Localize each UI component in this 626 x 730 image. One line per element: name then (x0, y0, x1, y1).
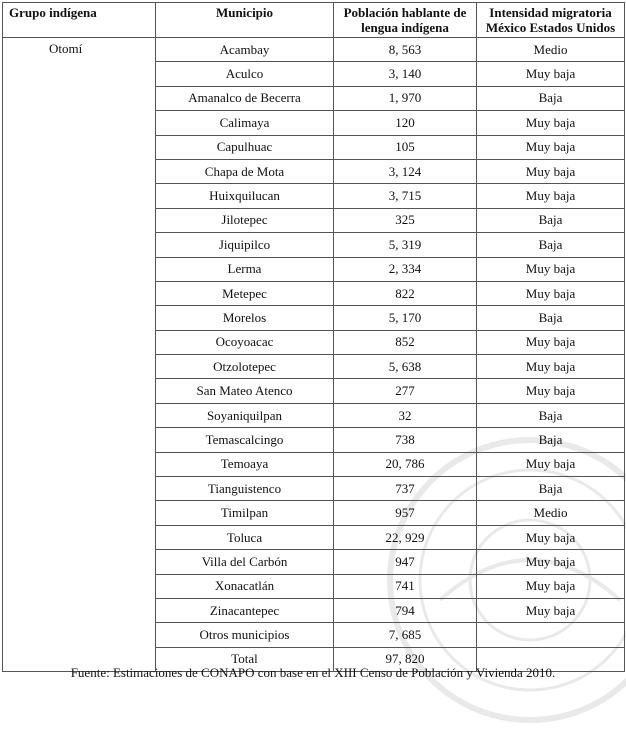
municipio-cell: Xonacatlán (156, 574, 334, 598)
municipio-cell: Jilotepec (156, 208, 334, 232)
intensidad-cell: Muy baja (477, 525, 625, 549)
municipio-cell: Timilpan (156, 501, 334, 525)
poblacion-cell: 5, 170 (334, 306, 477, 330)
municipio-cell: Jiquipilco (156, 233, 334, 257)
municipio-cell: Tianguistenco (156, 477, 334, 501)
intensidad-cell: Baja (477, 208, 625, 232)
intensidad-cell: Baja (477, 477, 625, 501)
table-body (3, 38, 625, 672)
municipio-cell: San Mateo Atenco (156, 379, 334, 403)
municipio-cell: Chapa de Mota (156, 159, 334, 183)
intensidad-cell: Baja (477, 233, 625, 257)
intensidad-cell (477, 623, 625, 647)
municipio-cell: Calimaya (156, 111, 334, 135)
municipio-cell: Otzolotepec (156, 355, 334, 379)
municipio-cell: Soyaniquilpan (156, 403, 334, 427)
municipio-cell: Otros municipios (156, 623, 334, 647)
header-grupo: Grupo indígena (3, 3, 156, 38)
intensidad-cell: Muy baja (477, 355, 625, 379)
intensidad-cell: Muy baja (477, 257, 625, 281)
municipio-cell: Acambay (156, 38, 334, 62)
municipio-cell: Lerma (156, 257, 334, 281)
municipio-cell: Morelos (156, 306, 334, 330)
poblacion-cell: 5, 319 (334, 233, 477, 257)
intensidad-cell: Muy baja (477, 574, 625, 598)
poblacion-cell: 8, 563 (334, 38, 477, 62)
poblacion-cell: 741 (334, 574, 477, 598)
municipio-cell: Zinacantepec (156, 598, 334, 622)
header-poblacion: Población hablante de lengua indígena (334, 3, 477, 38)
poblacion-cell: 794 (334, 598, 477, 622)
intensidad-cell: Medio (477, 38, 625, 62)
intensidad-cell: Baja (477, 428, 625, 452)
intensidad-cell: Baja (477, 86, 625, 110)
intensidad-cell: Muy baja (477, 550, 625, 574)
intensidad-cell: Muy baja (477, 111, 625, 135)
municipio-cell: Huixquilucan (156, 184, 334, 208)
poblacion-cell: 325 (334, 208, 477, 232)
data-table (2, 2, 625, 672)
intensidad-cell: Muy baja (477, 184, 625, 208)
municipio-cell: Aculco (156, 62, 334, 86)
group-cell: Otomí (3, 38, 156, 672)
poblacion-cell: 3, 140 (334, 62, 477, 86)
poblacion-cell: 2, 334 (334, 257, 477, 281)
intensidad-cell: Muy baja (477, 330, 625, 354)
poblacion-cell: 3, 124 (334, 159, 477, 183)
municipio-cell: Toluca (156, 525, 334, 549)
municipio-cell: Capulhuac (156, 135, 334, 159)
intensidad-cell: Muy baja (477, 62, 625, 86)
poblacion-cell: 22, 929 (334, 525, 477, 549)
municipio-cell: Amanalco de Becerra (156, 86, 334, 110)
intensidad-cell: Medio (477, 501, 625, 525)
poblacion-cell: 852 (334, 330, 477, 354)
header-row (3, 3, 625, 38)
municipio-cell: Temascalcingo (156, 428, 334, 452)
poblacion-cell: 120 (334, 111, 477, 135)
intensidad-cell: Baja (477, 403, 625, 427)
source-footnote: Fuente: Estimaciones de CONAPO con base en el XIII Censo de Población y Vivienda 2010. (70, 665, 556, 680)
municipio-cell: Ocoyoacac (156, 330, 334, 354)
poblacion-cell: 97, 820 (334, 647, 477, 671)
poblacion-cell: 1, 970 (334, 86, 477, 110)
intensidad-cell: Muy baja (477, 281, 625, 305)
intensidad-cell: Baja (477, 306, 625, 330)
poblacion-cell: 957 (334, 501, 477, 525)
poblacion-cell: 737 (334, 477, 477, 501)
municipio-cell: Metepec (156, 281, 334, 305)
municipio-cell: Temoaya (156, 452, 334, 476)
poblacion-cell: 32 (334, 403, 477, 427)
intensidad-cell: Muy baja (477, 452, 625, 476)
poblacion-cell: 738 (334, 428, 477, 452)
poblacion-cell: 7, 685 (334, 623, 477, 647)
poblacion-cell: 5, 638 (334, 355, 477, 379)
municipio-cell: Villa del Carbón (156, 550, 334, 574)
intensidad-cell: Muy baja (477, 379, 625, 403)
poblacion-cell: 20, 786 (334, 452, 477, 476)
header-intensidad: Intensidad migratoria México Estados Unidos (477, 3, 625, 38)
intensidad-cell: Muy baja (477, 135, 625, 159)
poblacion-cell: 947 (334, 550, 477, 574)
table-row (3, 38, 625, 62)
intensidad-cell: Muy baja (477, 159, 625, 183)
poblacion-cell: 3, 715 (334, 184, 477, 208)
poblacion-cell: 277 (334, 379, 477, 403)
header-municipio: Municipio (156, 3, 334, 38)
intensidad-cell: Muy baja (477, 598, 625, 622)
municipio-cell: Total (156, 647, 334, 671)
poblacion-cell: 105 (334, 135, 477, 159)
poblacion-cell: 822 (334, 281, 477, 305)
